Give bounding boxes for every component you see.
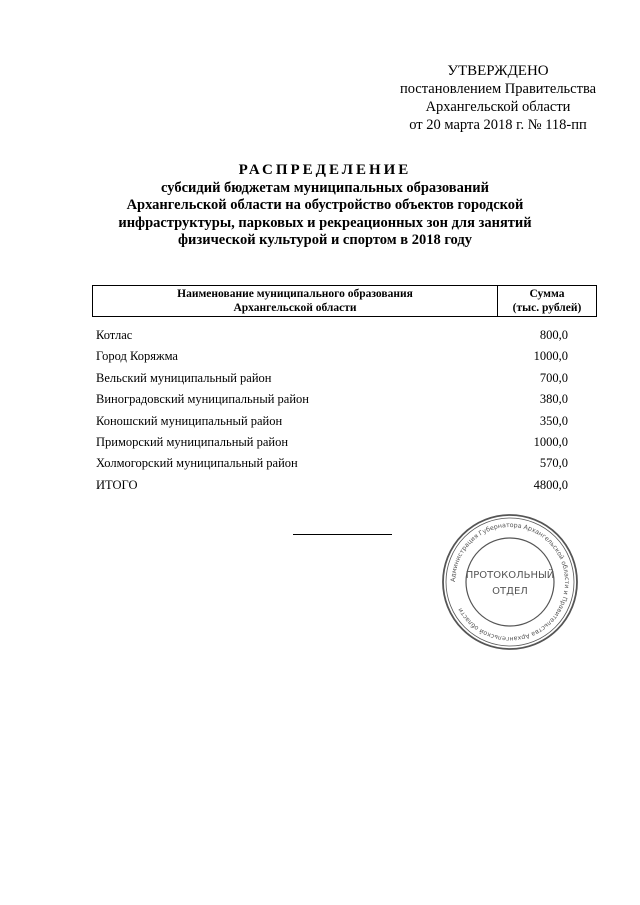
row-name: Вельский муниципальный район [96,370,272,385]
row-name: Котлас [96,328,133,342]
row-name: Коношский муниципальный район [96,413,283,428]
approval-block [360,62,636,134]
heading-title: РАСПРЕДЕЛЕНИЕ [238,162,412,178]
stamp-outer-ring-inner [446,518,574,646]
table-row [96,453,568,474]
heading-line-2: Архангельской области на обустройство объектов городской [126,197,524,213]
heading-line-3: инфраструктуры, парковых и рекреационных зон для занятий [118,214,532,231]
row-value: 1000,0 [533,434,568,449]
row-name: Виноградовский муниципальный район [96,392,309,407]
column-header-name-line-1: Наименование муниципального образования [177,288,413,300]
table-header [92,285,597,317]
row-value: 1000,0 [533,349,568,364]
stamp-outer-text: Администрация Губернатора Архангельской области и Правительства Архангельской области [449,521,571,643]
approval-line-1: постановлением Правительства [399,81,597,97]
column-header-name-line-2: Архангельской области [233,301,357,314]
official-stamp [440,512,580,652]
row-value: 380,0 [539,392,568,407]
row-name: ИТОГО [96,477,138,492]
table-body [96,325,568,496]
row-value: 570,0 [539,456,568,471]
stamp-inner-ring [466,538,554,626]
column-header-sum [498,286,596,316]
column-header-name [93,286,498,316]
approval-line-2: Архангельской области [425,99,571,115]
row-value: 4800,0 [533,477,568,492]
row-value: 350,0 [539,413,568,428]
row-value: 700,0 [539,370,568,385]
column-header-sum-line-2: (тыс. рублей) [512,301,582,314]
stamp-center-line-2: ОТДЕЛ [492,586,528,597]
row-name: Город Коряжма [96,349,178,364]
row-name: Холмогорский муниципальный район [96,456,298,471]
document-heading [80,162,570,250]
table-row [96,346,568,367]
signature-line [293,534,392,535]
table-row [96,325,568,346]
table-row [96,389,568,410]
row-name: Приморский муниципальный район [96,434,289,449]
stamp-outer-ring [443,515,577,649]
approval-line-3: от 20 марта 2018 г. № 118-пп [409,117,587,133]
table-row [96,411,568,432]
table-row-total [96,475,568,496]
heading-line-1: субсидий бюджетам муниципальных образований [161,179,489,196]
column-header-sum-line-1: Сумма [529,288,565,300]
approval-title: УТВЕРЖДЕНО [447,63,549,79]
row-value: 800,0 [539,328,568,342]
table-row [96,368,568,389]
heading-line-4: физической культурой и спортом в 2018 году [178,232,472,248]
stamp-center-line-1: ПРОТОКОЛЬНЫЙ [465,570,555,581]
table-row [96,432,568,453]
